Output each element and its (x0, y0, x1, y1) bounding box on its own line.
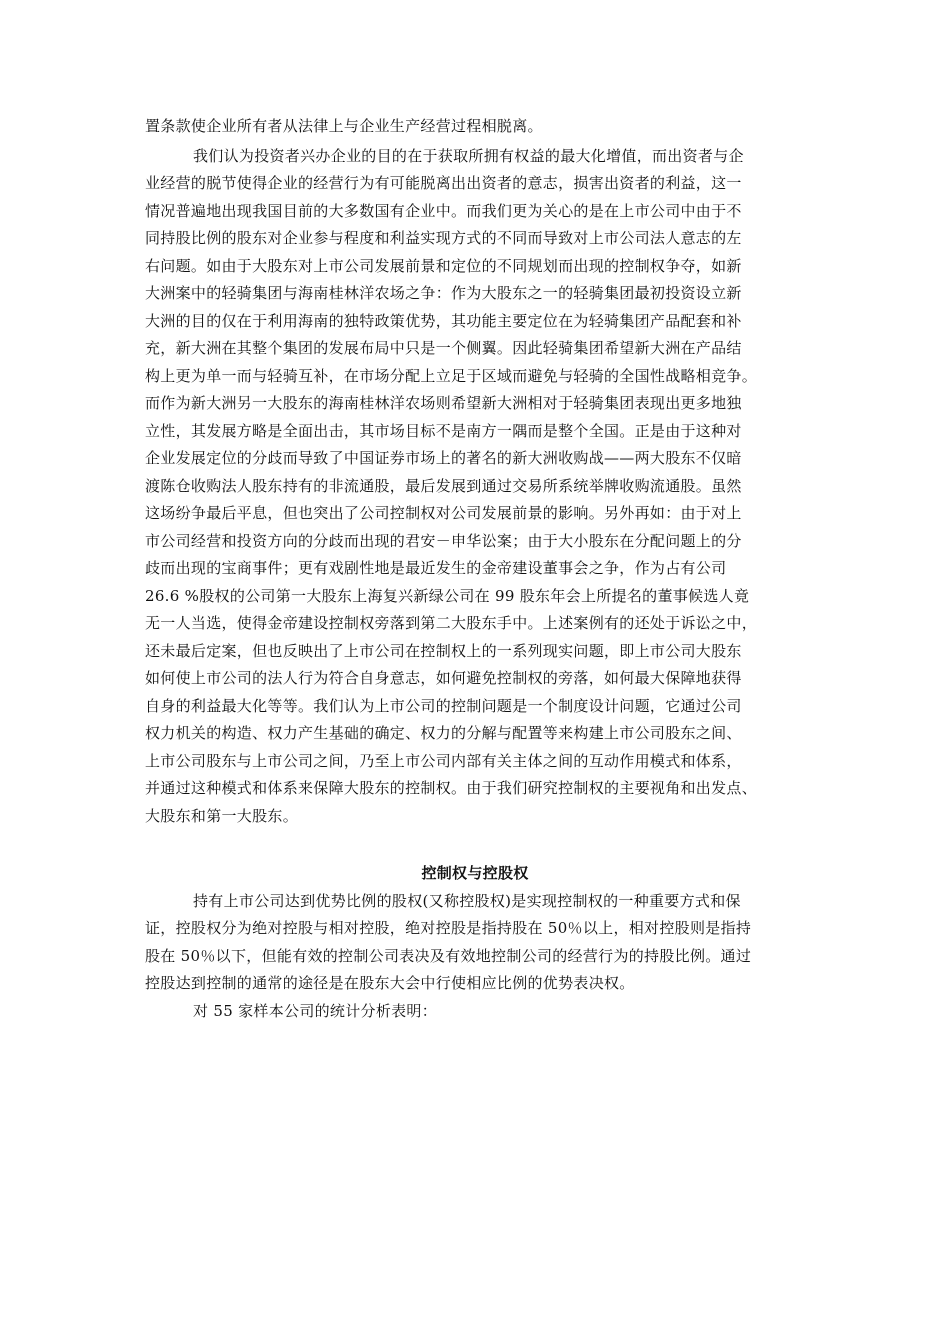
text-line: 持有上市公司达到优势比例的股权(又称控股权)是实现控制权的一种重要方式和保 (193, 892, 741, 910)
text-line: 充，新大洲在其整个集团的发展布局中只是一个侧翼。因此轻骑集团希望新大洲在产品结 (145, 339, 742, 357)
text-line: 我们认为投资者兴办企业的目的在于获取所拥有权益的最大化增值，而出资者与企 (193, 147, 744, 165)
text-line: 上市公司股东与上市公司之间，乃至上市公司内部有关主体之间的互动作用模式和体系， (145, 752, 742, 770)
text-line: 股在 50％以下，但能有效的控制公司表决及有效地控制公司的经营行为的持股比例。通过 (145, 947, 752, 965)
text-line: 而作为新大洲另一大股东的海南桂林洋农场则希望新大洲相对于轻骑集团表现出更多地独 (145, 394, 742, 412)
text-line: 并通过这种模式和体系来保障大股东的控制权。由于我们研究控制权的主要视角和出发点、 (145, 779, 758, 797)
text-line: 歧而出现的宝商事件；更有戏剧性地是最近发生的金帝建设董事会之争，作为占有公司 (145, 559, 727, 577)
text-line: 市公司经营和投资方向的分歧而出现的君安－申华讼案；由于大小股东在分配问题上的分 (145, 532, 742, 550)
text-line: 同持股比例的股东对企业参与程度和利益实现方式的不同而导致对上市公司法人意志的左 (145, 229, 742, 247)
text-line: 26.6 %股权的公司第一大股东上海复兴新绿公司在 99 股东年会上所提名的董事候选人竟 (145, 587, 750, 605)
text-line: 置条款使企业所有者从法律上与企业生产经营过程相脱离。 (145, 117, 543, 135)
text-line: 渡陈仓收购法人股东持有的非流通股，最后发展到通过交易所系统举牌收购流通股。虽然 (145, 477, 742, 495)
text-line: 对 55 家样本公司的统计分析表明： (193, 1002, 438, 1020)
text-line: 情况普遍地出现我国目前的大多数国有企业中。而我们更为关心的是在上市公司中由于不 (145, 202, 742, 220)
text-line: 自身的利益最大化等等。我们认为上市公司的控制问题是一个制度设计问题，它通过公司 (145, 697, 742, 715)
text-line: 如何使上市公司的法人行为符合自身意志，如何避免控制权的旁落，如何最大保障地获得 (145, 669, 742, 687)
text-line: 企业发展定位的分歧而导致了中国证券市场上的著名的新大洲收购战——两大股东不仅暗 (145, 449, 742, 467)
text-line: 无一人当选，使得金帝建设控制权旁落到第二大股东手中。上述案例有的还处于诉讼之中， (145, 614, 758, 632)
text-line: 这场纷争最后平息，但也突出了公司控制权对公司发展前景的影响。另外再如：由于对上 (145, 504, 742, 522)
text-line: 构上更为单一而与轻骑互补，在市场分配上立足于区域而避免与轻骑的全国性战略相竞争。 (145, 367, 758, 385)
text-line: 大洲案中的轻骑集团与海南桂林洋农场之争：作为大股东之一的轻骑集团最初投资设立新 (145, 284, 742, 302)
text-line: 右问题。如由于大股东对上市公司发展前景和定位的不同规划而出现的控制权争夺，如新 (145, 257, 742, 275)
text-line: 控股达到控制的通常的途径是在股东大会中行使相应比例的优势表决权。 (145, 974, 635, 992)
text-line: 业经营的脱节使得企业的经营行为有可能脱离出出资者的意志，损害出资者的利益，这一 (145, 174, 742, 192)
section-heading: 控制权与控股权 (421, 864, 529, 882)
text-line: 大股东和第一大股东。 (145, 807, 299, 825)
text-line: 权力机关的构造、权力产生基础的确定、权力的分解与配置等来构建上市公司股东之间、 (145, 724, 742, 742)
text-line: 还未最后定案，但也反映出了上市公司在控制权上的一系列现实问题，即上市公司大股东 (145, 642, 742, 660)
text-line: 大洲的目的仅在于利用海南的独特政策优势，其功能主要定位在为轻骑集团产品配套和补 (145, 312, 742, 330)
text-line: 证，控股权分为绝对控股与相对控股，绝对控股是指持股在 50％以上，相对控股则是指持 (145, 919, 752, 937)
text-line: 立性，其发展方略是全面出击，其市场目标不是南方一隅而是整个全国。正是由于这种对 (145, 422, 742, 440)
